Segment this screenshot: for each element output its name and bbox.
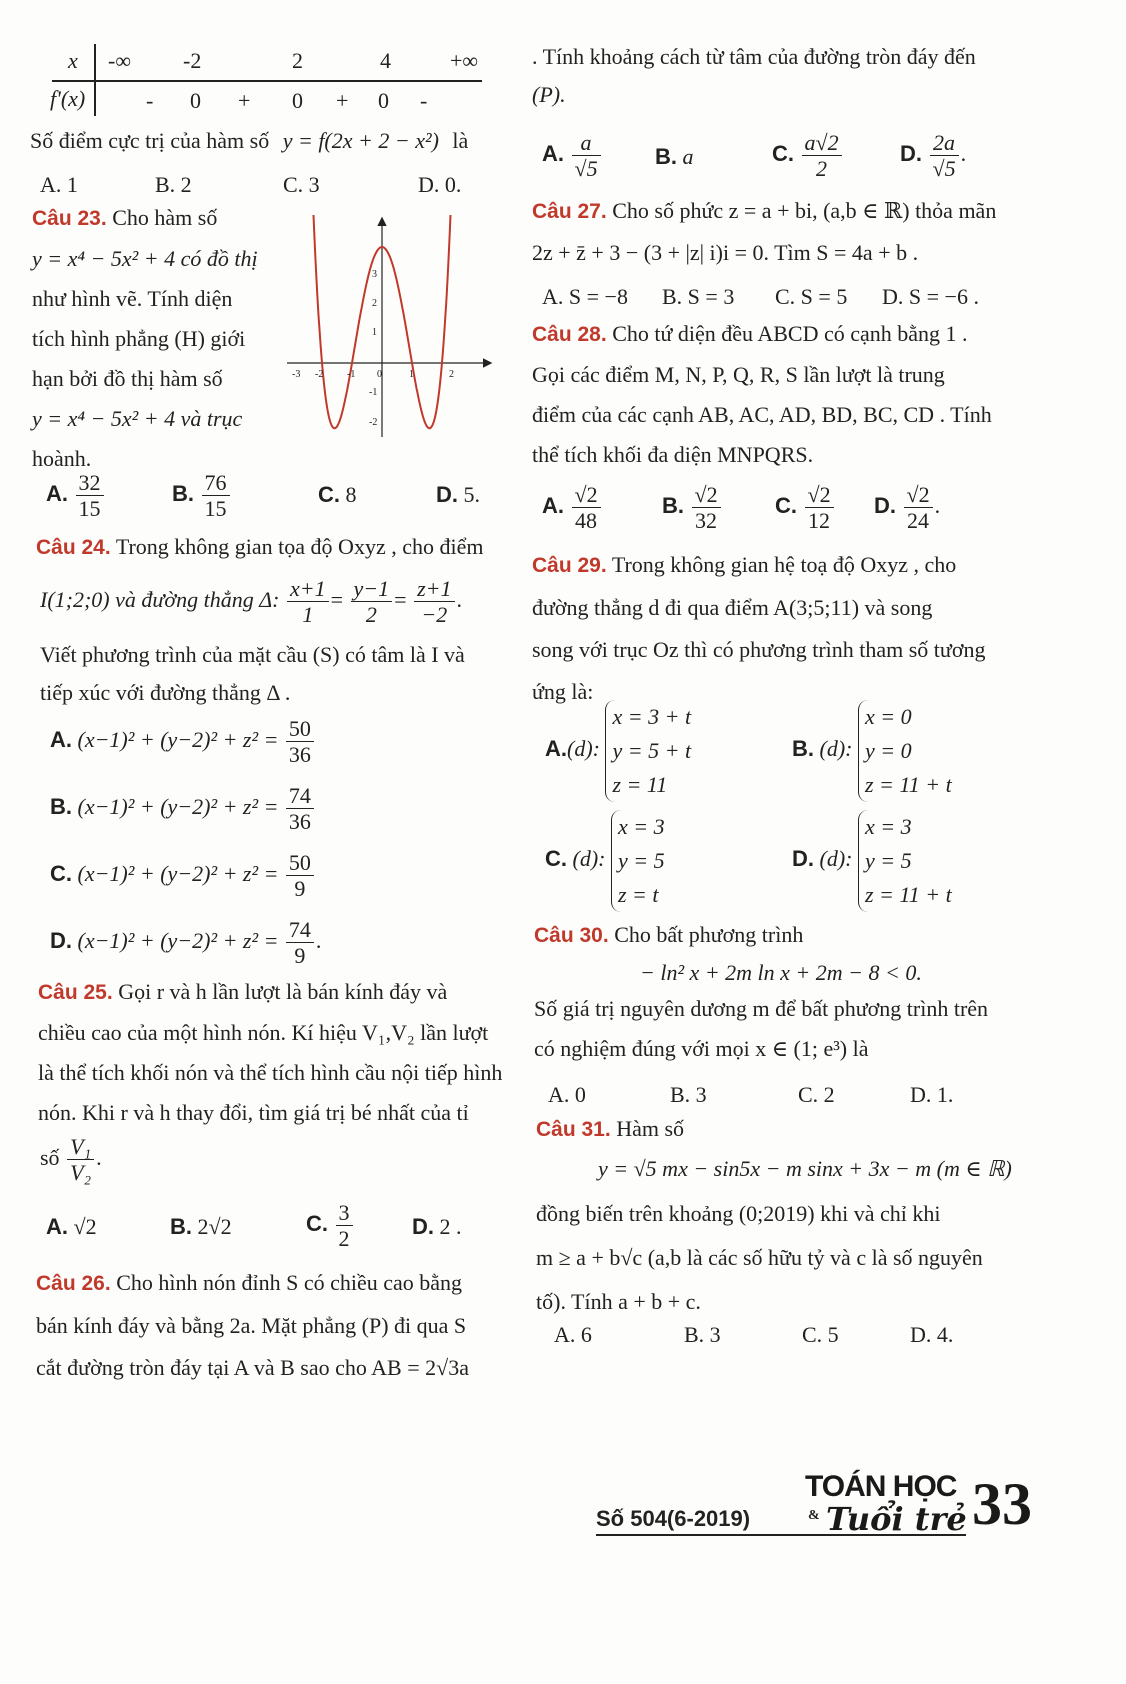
q22-choice-a: A. 1 <box>40 172 78 197</box>
q31-number: Câu 31. <box>536 1118 611 1141</box>
q23-line-3: tích hình phẳng (H) giới <box>32 326 246 351</box>
q24-line-4: tiếp xúc với đường thẳng Δ . <box>40 680 291 705</box>
page-number: 33 <box>972 1471 1032 1537</box>
q22-formula: y = f(2x + 2 − x²) <box>282 128 439 153</box>
q29-choice-b: B. (d): x = 0 y = 0 z = 11 + t <box>792 700 952 802</box>
q28-choice-c: C. $\frac{√2}{12}$ <box>775 482 836 534</box>
q23-choice-b: B. $\frac{76}{15}$ <box>172 470 232 522</box>
table-hline <box>52 80 482 82</box>
q29-choice-a: A.(d): x = 3 + t y = 5 + t z = 11 <box>545 700 691 802</box>
q27-choice-a: A. S = −8 <box>542 284 628 309</box>
table-fprime-label: f'(x) <box>50 86 86 111</box>
q31-line-3: m ≥ a + b√c (a,b là các số hữu tỷ và c là số nguyên <box>536 1245 983 1270</box>
q27-number: Câu 27. <box>532 200 607 223</box>
issue-number: Số 504(6-2019) <box>596 1506 751 1531</box>
q31-choice-a: A. 6 <box>554 1322 592 1347</box>
q30-formula: − ln² x + 2m ln x + 2m − 8 < 0. <box>640 960 922 985</box>
q26-choice-b: B. a <box>655 144 694 169</box>
q27-choice-b: B. S = 3 <box>662 284 735 309</box>
q29-line-0: Trong không gian hệ toạ độ Oxyz , cho <box>611 552 957 577</box>
table-sign-6: - <box>420 88 428 113</box>
q29-number: Câu 29. <box>532 554 607 577</box>
graph-tick-x-5: 2 <box>449 369 454 380</box>
q25-line-1: chiều cao của một hình nón. Kí hiệu V₁,V₂ lần lượt <box>38 1020 489 1045</box>
q25-choice-c: C. $\frac{3}{2}$ <box>306 1200 355 1252</box>
table-x-1: -2 <box>183 48 202 73</box>
q27-line-1: Cho số phức z = a + bi, (a,b ∈ ℝ) thỏa mãn <box>612 198 997 223</box>
q31-choice-d: D. 4. <box>910 1322 954 1347</box>
q29-line-3: ứng là: <box>532 679 594 704</box>
q26-line-3: . Tính khoảng cách từ tâm của đường tròn đáy đến <box>532 44 976 69</box>
brand-subtitle: Tuổi trẻ <box>826 1500 967 1538</box>
table-sign-0: - <box>146 88 154 113</box>
q23-line-2: như hình vẽ. Tính diện <box>32 286 233 311</box>
table-x-label: x <box>68 48 78 73</box>
q25-choice-d: D. 2 . <box>412 1214 462 1239</box>
graph-tick-y-2: 1 <box>372 327 377 338</box>
q31-line-1: Hàm số <box>616 1116 685 1141</box>
q28-choice-d: D. $\frac{√2}{24}$ . <box>874 482 941 534</box>
q28-number: Câu 28. <box>532 323 607 346</box>
q28-choice-a: A. $\frac{√2}{48}$ <box>542 482 603 534</box>
graph-tick-x-3: 0 <box>377 369 382 380</box>
table-vline <box>94 44 96 116</box>
q29-choice-c: C. (d): x = 3 y = 5 z = t <box>545 810 665 912</box>
q26-line-1: bán kính đáy và bằng 2a. Mặt phẳng (P) đi qua S <box>36 1313 467 1338</box>
q24-line-2: I(1;2;0) và đường thẳng Δ: <box>40 586 280 612</box>
table-sign-2: + <box>238 88 251 113</box>
q23-choice-d: D. 5. <box>436 482 480 507</box>
table-sign-1: 0 <box>190 88 201 113</box>
graph-tick-y-1: 2 <box>372 298 377 309</box>
graph-tick-x-4: 1 <box>409 369 414 380</box>
brand-title: TOÁN HỌC <box>805 1470 957 1503</box>
q31-line-4: tố). Tính a + b + c. <box>536 1289 701 1314</box>
q26-choice-a: A. $\frac{a}{√5}$ <box>542 130 603 182</box>
q23-graph <box>285 215 495 440</box>
q26-choice-c: C. $\frac{a√2}{2}$ <box>772 130 844 182</box>
graph-tick-y-3: -1 <box>369 387 378 398</box>
q26-line-0: Cho hình nón đỉnh S có chiều cao bằng <box>116 1270 463 1295</box>
q23-line-0: Cho hàm số <box>112 205 218 230</box>
q22-text: Số điểm cực trị của hàm số <box>30 128 270 153</box>
q30-line-2: Số giá trị nguyên dương m để bất phương trình trên <box>534 996 989 1021</box>
q24-choice-a: A. (x−1)² + (y−2)² + z² = $\frac{50}{36}$ <box>50 716 316 768</box>
table-sign-3: 0 <box>292 88 303 113</box>
q28-line-1: Gọi các điểm M, N, P, Q, R, S lần lượt là trung <box>532 362 945 387</box>
q23-line-4: hạn bởi đồ thị hàm số <box>32 366 223 391</box>
q25-number: Câu 25. <box>38 981 113 1004</box>
q29-choice-d: D. (d): x = 3 y = 5 z = 11 + t <box>792 810 952 912</box>
q23-line-5: y = x⁴ − 5x² + 4 và trục <box>32 406 243 431</box>
q31-choice-b: B. 3 <box>684 1322 721 1347</box>
q30-choice-c: C. 2 <box>798 1082 835 1107</box>
q28-line-3: thể tích khối đa diện MNPQRS. <box>532 442 814 467</box>
q27-line-2: 2z + z̄ + 3 − (3 + |z| i)i = 0. Tìm S = 4a + b . <box>532 240 919 265</box>
q22-choice-b: B. 2 <box>155 172 192 197</box>
graph-tick-x-0: -3 <box>292 369 301 380</box>
graph-tick-y-4: -2 <box>369 417 378 428</box>
q30-choice-d: D. 1. <box>910 1082 954 1107</box>
table-sign-4: + <box>336 88 349 113</box>
q22-tail: là <box>452 128 469 153</box>
q29-line-1: đường thẳng d đi qua điểm A(3;5;11) và song <box>532 595 933 620</box>
graph-tick-x-1: -2 <box>315 369 324 380</box>
table-x-2: 2 <box>292 48 303 73</box>
q25-line-3: nón. Khi r và h thay đổi, tìm giá trị bé nhất của tỉ <box>38 1100 469 1125</box>
q27-choice-c: C. S = 5 <box>775 284 848 309</box>
q24-choice-c: C. (x−1)² + (y−2)² + z² = $\frac{50}{9}$ <box>50 850 316 902</box>
q24-choice-d: D. (x−1)² + (y−2)² + z² = $\frac{74}{9}$ . <box>50 917 322 969</box>
q24-number: Câu 24. <box>36 536 111 559</box>
q26-line-4: (P). <box>532 82 566 107</box>
q28-line-2: điểm của các cạnh AB, AC, AD, BD, BC, CD . Tính <box>532 402 992 427</box>
table-x-3: 4 <box>380 48 391 73</box>
q26-line-2: cắt đường tròn đáy tại A và B sao cho AB = 2√3a <box>36 1355 469 1380</box>
graph-tick-x-2: -1 <box>347 369 356 380</box>
q23-choice-a: A. $\frac{32}{15}$ <box>46 470 106 522</box>
q23-line-6: hoành. <box>32 446 92 471</box>
q24-choice-b: B. (x−1)² + (y−2)² + z² = $\frac{74}{36}$ <box>50 783 316 835</box>
q22-choice-c: C. 3 <box>283 172 320 197</box>
q23-line-1: y = x⁴ − 5x² + 4 có đồ thị <box>32 246 258 271</box>
q30-line-1: Cho bất phương trình <box>614 922 804 947</box>
q30-number: Câu 30. <box>534 924 609 947</box>
q30-choice-a: A. 0 <box>548 1082 586 1107</box>
q24-line-1: Trong không gian tọa độ Oxyz , cho điểm <box>115 534 484 559</box>
q31-line-2: đồng biến trên khoảng (0;2019) khi và chỉ khi <box>536 1201 941 1226</box>
q30-line-3: có nghiệm đúng với mọi x ∈ (1; e³) là <box>534 1036 869 1061</box>
graph-tick-y-0: 3 <box>372 269 377 280</box>
q23-choice-c: C. 8 <box>318 482 357 507</box>
q26-number: Câu 26. <box>36 1272 111 1295</box>
q25-choice-a: A. √2 <box>46 1214 97 1239</box>
table-x-0: -∞ <box>108 48 132 73</box>
table-sign-5: 0 <box>378 88 389 113</box>
q28-choice-b: B. $\frac{√2}{32}$ <box>662 482 723 534</box>
q31-formula: y = √5 mx − sin5x − m sinx + 3x − m (m ∈ ℝ) <box>598 1156 1012 1181</box>
q28-line-0: Cho tứ diện đều ABCD có cạnh bằng 1 . <box>612 321 968 346</box>
q31-choice-c: C. 5 <box>802 1322 839 1347</box>
q22-choice-d: D. 0. <box>418 172 462 197</box>
q25-choice-b: B. 2√2 <box>170 1214 232 1239</box>
q25-line-0: Gọi r và h lần lượt là bán kính đáy và <box>118 979 448 1004</box>
q25-line-2: là thể tích khối nón và thể tích hình cầu nội tiếp hình <box>38 1060 503 1085</box>
q24-line-3: Viết phương trình của mặt cầu (S) có tâm là I và <box>40 642 465 667</box>
q23-number: Câu 23. <box>32 207 107 230</box>
table-x-4: +∞ <box>450 48 479 73</box>
q26-choice-d: D. $\frac{2a}{√5}$ . <box>900 130 967 182</box>
q29-line-2: song với trục Oz thì có phương trình tham số tương <box>532 637 986 662</box>
q27-choice-d: D. S = −6 . <box>882 284 979 309</box>
q25-ratio: số $\frac{\text{V₁}}{\text{V₂}}$ . <box>40 1134 102 1186</box>
q30-choice-b: B. 3 <box>670 1082 707 1107</box>
brand-amp: & <box>808 1508 820 1523</box>
